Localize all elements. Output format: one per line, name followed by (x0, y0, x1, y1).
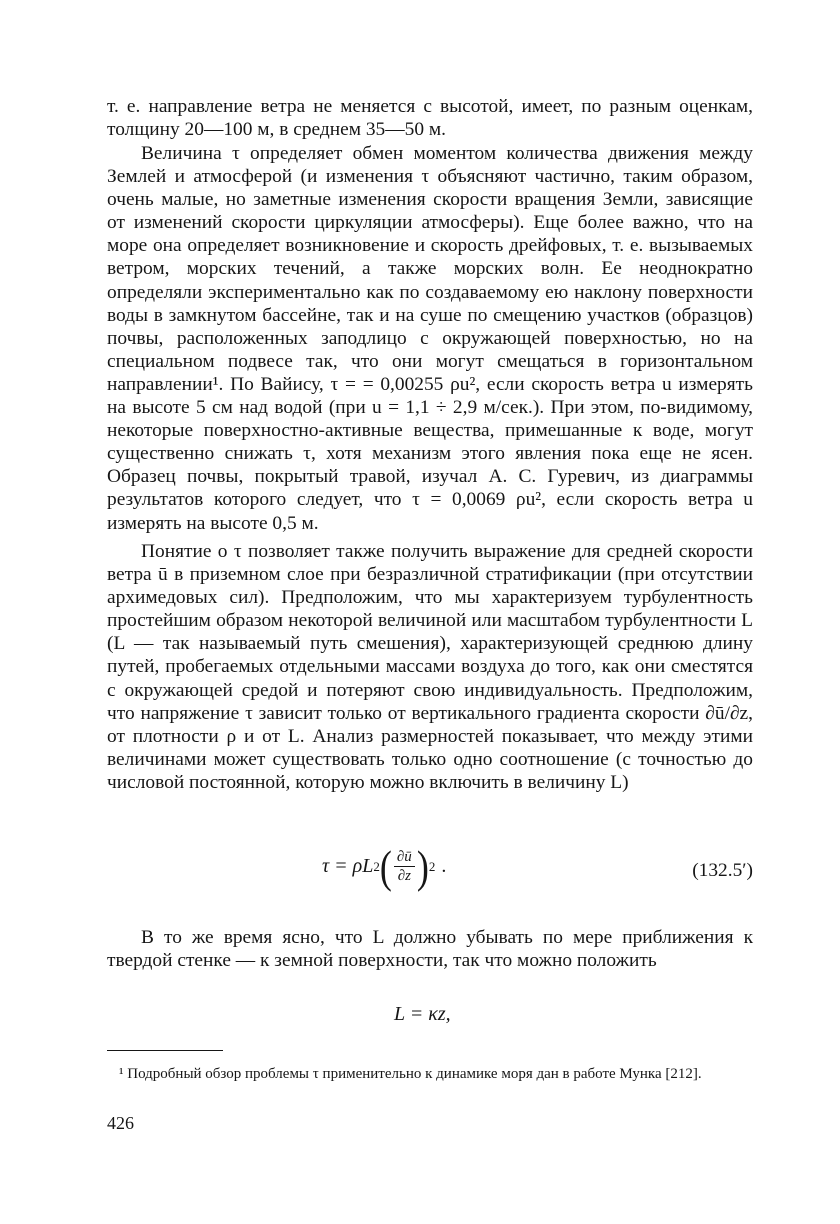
formula-left-paren: ( (379, 841, 392, 892)
equation-number: (132.5′) (692, 860, 753, 881)
formula-outer-exponent: 2 (428, 858, 436, 874)
paragraph-continuation: т. е. направление ветра не меняется с высотой, имеет, по разным оценкам, толщину 20—100 м, в среднем 35—50 м. (107, 96, 753, 141)
formula-right-paren: ) (416, 841, 429, 892)
formula-lhs: τ = ρL (322, 855, 374, 877)
formula-mixing-length: L = κz, (394, 1003, 451, 1025)
formula-stress (322, 841, 447, 892)
page-number: 426 (107, 1113, 134, 1133)
footnote: ¹ Подробный обзор проблемы τ применительно к динамике моря дан в работе Мунка [212]. (119, 1066, 702, 1082)
paragraph-wall-decay: В то же время ясно, что L должно убывать по мере приближения к твердой стенке — к земной поверхности, так что можно положить (107, 927, 753, 972)
formula-period: . (441, 855, 447, 877)
paragraph-mixing-length: Понятие о τ позволяет также получить выражение для средней скорости ветра ū в приземном слое при безразличной стратификации (при отсутствии архимедовых сил). Предположим, что мы характеризуем турбулентность простейшим образом некоторой величиной или масштабом турбулентности L (L — так называемый путь смешения), характеризующей среднюю длину путей, пробегаемых отдельными массами воздуха до того, как они сместятся с окружающей средой и потеряют свою индивидуальность. Предположим, что напряжение τ зависит только от вертикального градиента скорости ∂ū/∂z, от плотности ρ и от L. Анализ размерностей показывает, что между этими величинами может существовать только одно соотношение (с точностью до числовой постоянной, которую можно включить в величину L) (107, 541, 753, 793)
paragraph-tau-exchange: Величина τ определяет обмен моментом количества движения между Землей и атмосферой (и изменения τ объясняют частично, таким образом, очень малые, но заметные изменения скорости вращения Земли, зависящие от изменений скорости циркуляции атмосферы). Еще более важно, что на море она определяет возникновение и скорость дрейфовых, т. е. вызываемых ветром, морских течений, а также морских волн. Ее неоднократно определяли экспериментально как по создаваемому ею наклону поверхности воды в замкнутом бассейне, так и на суше по смещению участков (образцов) почвы, расположенных заподлицо с окружающей поверхностью, но на специальном подвесе так, что они могут смещаться в горизонтальном направлении¹. По Вайису, τ = = 0,00255 ρu², если скорость ветра u измерять на высоте 5 см над водой (при u = 1,1 ÷ 2,9 м/сек.). При этом, по-видимому, некоторые поверхностно-активные вещества, примешанные к воде, могут существенно снижать τ, хотя механизм этого явления пока еще не ясен. Образец почвы, покрытый травой, изучал А. С. Гуревич, из диаграммы результатов которого следует, что τ = 0,0069 ρu², если скорость ветра u измерять на высоте 0,5 м. (107, 143, 753, 534)
formula-denominator: ∂z (397, 868, 411, 884)
formula-exponent: 2 (373, 858, 380, 874)
formula-numerator: ∂ū (394, 848, 415, 867)
formula-fraction (394, 848, 415, 885)
footnote-divider (107, 1050, 223, 1051)
